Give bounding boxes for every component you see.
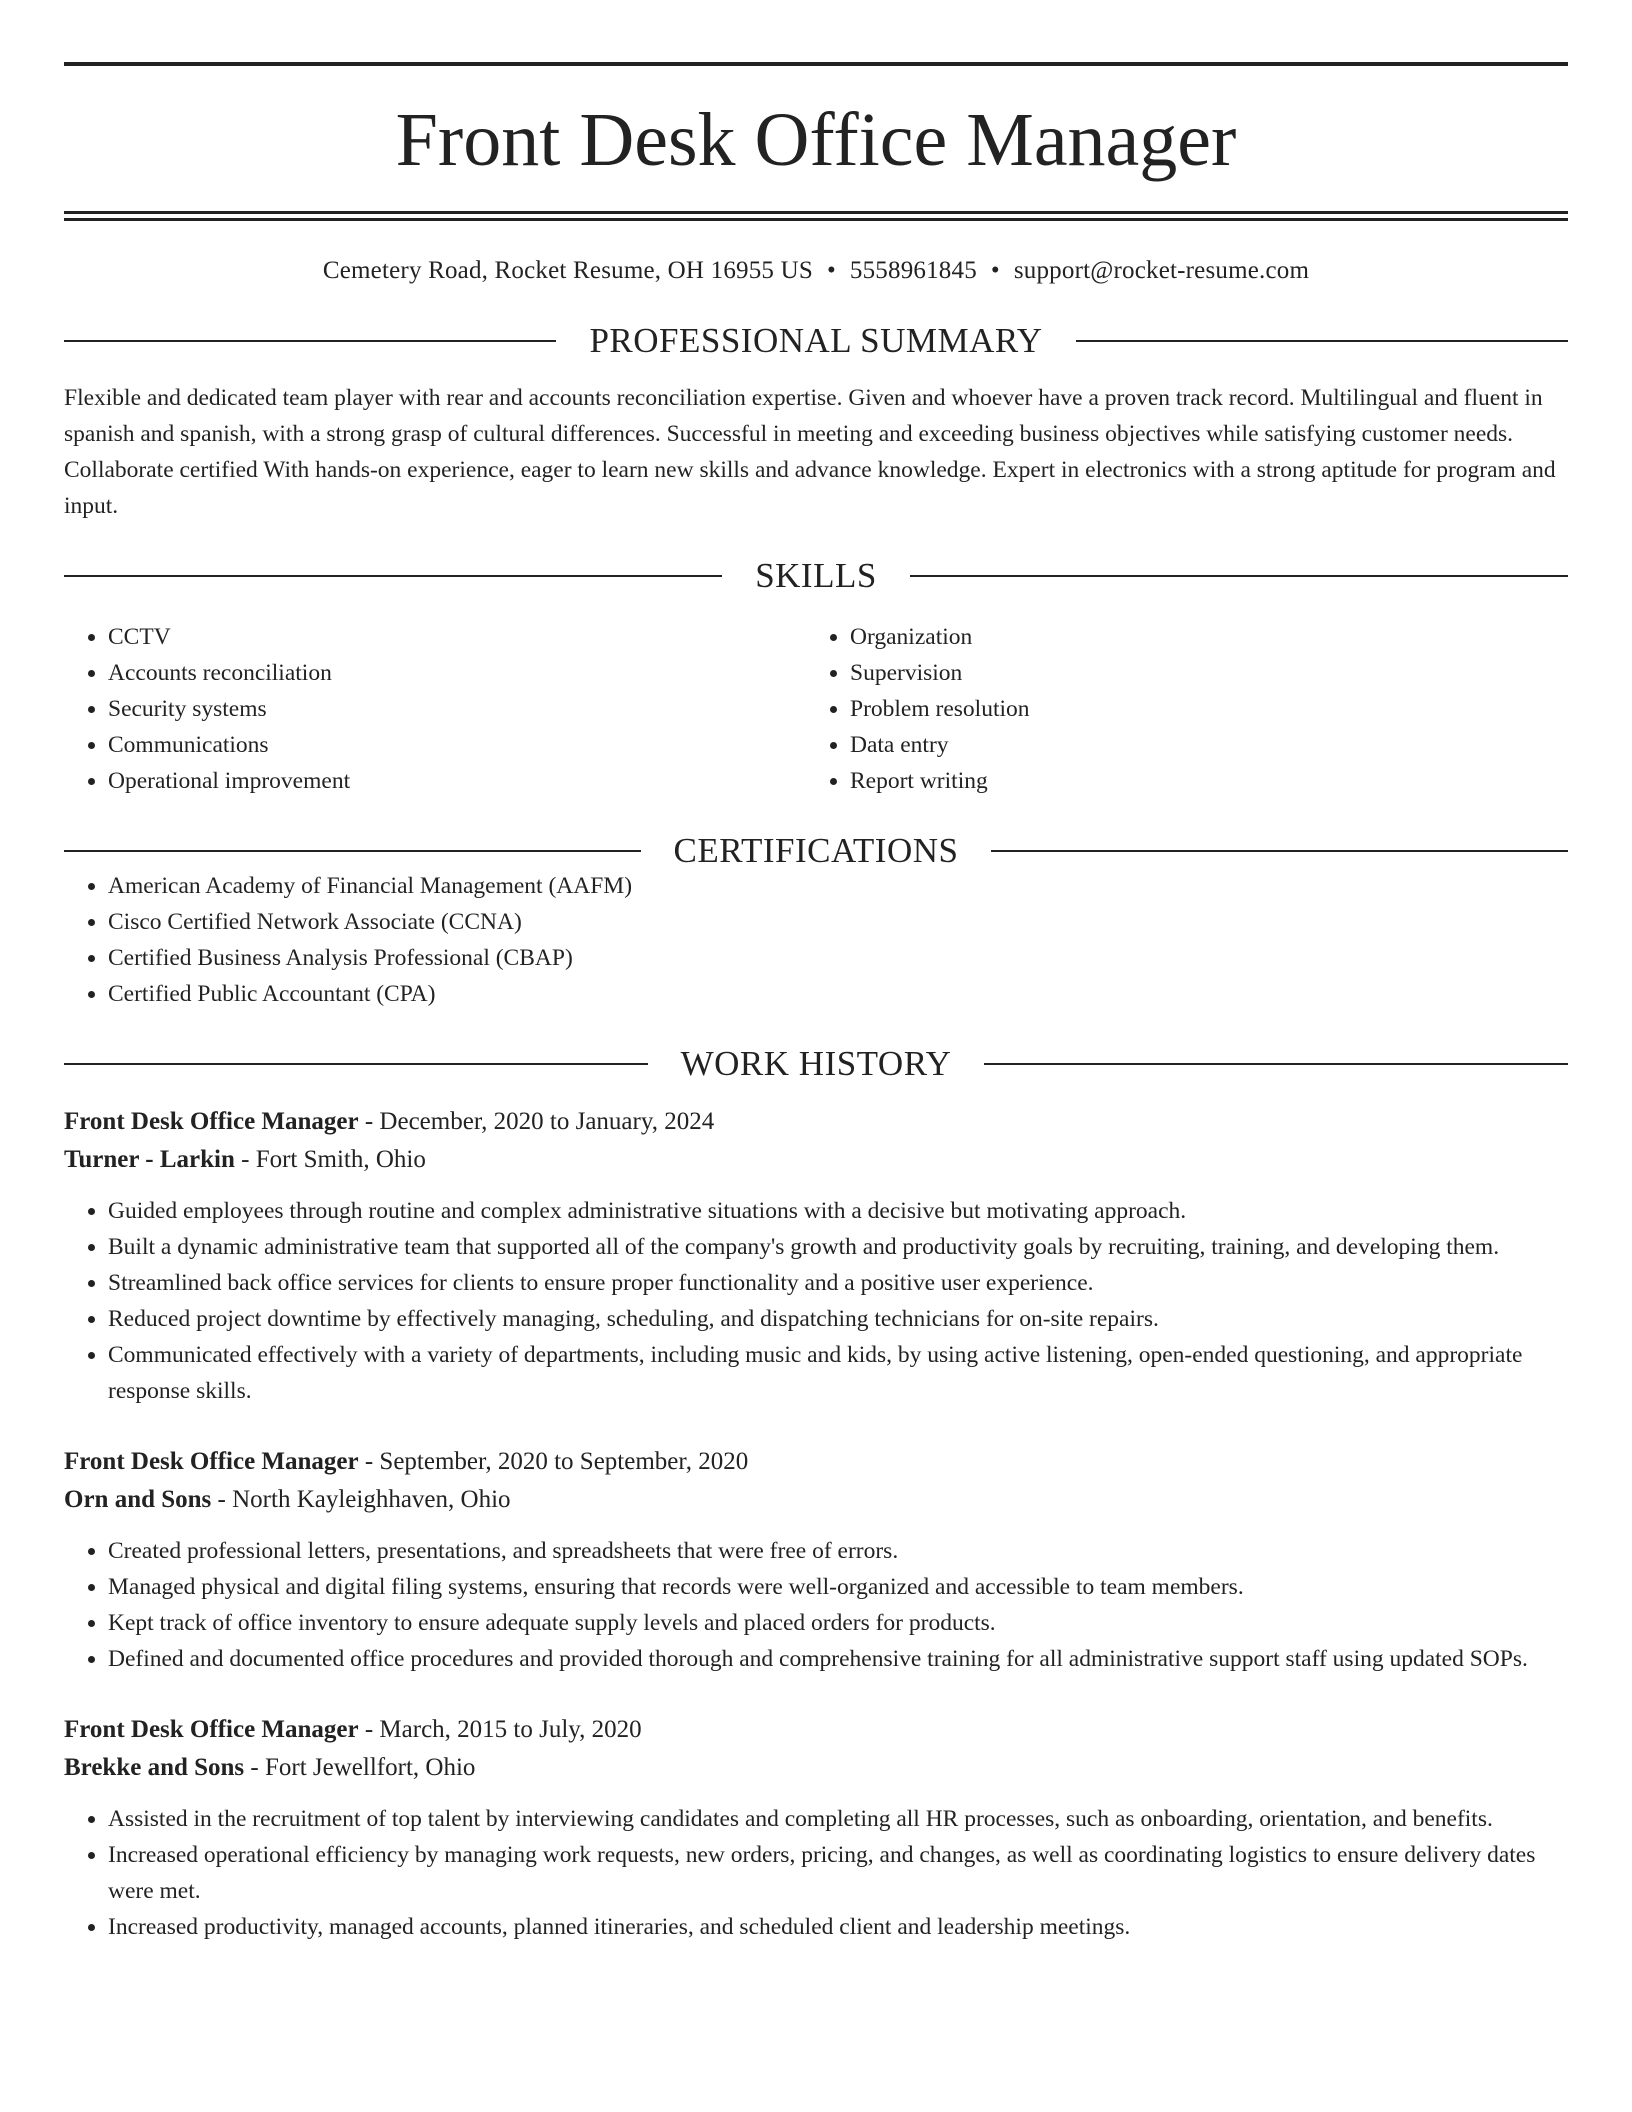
job-bullets	[64, 1193, 1568, 1409]
job-entry	[64, 1711, 1568, 1945]
certification-list	[64, 868, 1568, 1012]
job-bullet: • Increased productivity, managed accounts, planned itineraries, and scheduled client and leadership meetings.	[108, 1909, 1568, 1945]
job-title: Front Desk Office Manager	[64, 1448, 359, 1475]
skill-item: • Organization	[850, 619, 1548, 655]
job-bullet: • Reduced project downtime by effectively managing, scheduling, and dispatching technicians for on-site repairs.	[108, 1301, 1568, 1337]
job-bullet: • Communicated effectively with a variety of departments, including music and kids, by using active listening, open-ended questioning, and appropriate response skills.	[108, 1337, 1568, 1409]
resume-page	[64, 0, 1568, 1945]
section-title: WORK HISTORY	[680, 1044, 952, 1083]
certification-item: • Certified Public Accountant (CPA)	[108, 976, 1568, 1012]
job-bullet: • Built a dynamic administrative team that supported all of the company's growth and productivity goals by recruiting, training, and developing them.	[108, 1229, 1568, 1265]
job-company: Brekke and Sons	[64, 1754, 245, 1781]
top-rule	[64, 62, 1568, 66]
skill-item: • Operational improvement	[108, 763, 806, 799]
job-company-line	[64, 1141, 1568, 1179]
job-dates: - December, 2020 to January, 2024	[358, 1108, 715, 1135]
job-bullet: • Kept track of office inventory to ensure adequate supply levels and placed orders for products.	[108, 1605, 1568, 1641]
heading-rule-left	[64, 1063, 648, 1065]
certification-item: • Certified Business Analysis Professional (CBAP)	[108, 940, 1568, 976]
heading-rule-left	[64, 340, 556, 342]
certification-item: • Cisco Certified Network Associate (CCNA)	[108, 904, 1568, 940]
job-location: - Fort Smith, Ohio	[234, 1146, 426, 1173]
section-title: PROFESSIONAL SUMMARY	[589, 321, 1043, 360]
job-dates: - September, 2020 to September, 2020	[358, 1448, 749, 1475]
job-title-line	[64, 1103, 1568, 1141]
heading-rule-left	[64, 575, 722, 577]
contact-line	[64, 257, 1568, 285]
job-company: Turner - Larkin	[64, 1146, 235, 1173]
job-title-line	[64, 1711, 1568, 1749]
job-title: Front Desk Office Manager	[64, 1716, 359, 1743]
job-company-line	[64, 1749, 1568, 1787]
skill-item: • Communications	[108, 727, 806, 763]
contact-separator: •	[990, 257, 1000, 284]
summary-text: Flexible and dedicated team player with rear and accounts reconciliation expertise. Given and whoever have a proven track record. Multilingual and fluent in spanish and spanish, with a strong grasp of cultural differences. Successful in meeting and exceeding business objectives while satisfying customer needs. Collaborate certified With hands-on experience, eager to learn new skills and advance knowledge. Expert in electronics with a strong aptitude for program and input.	[64, 385, 1556, 519]
section-title: SKILLS	[755, 556, 877, 595]
skill-item: • Security systems	[108, 691, 806, 727]
skill-item: • CCTV	[108, 619, 806, 655]
job-bullets	[64, 1533, 1568, 1677]
section-heading-certifications	[64, 833, 1568, 868]
job-bullet: • Defined and documented office procedures and provided thorough and comprehensive training for all administrative support staff using updated SOPs.	[108, 1641, 1568, 1677]
section-heading-skills	[64, 558, 1568, 593]
job-location: - Fort Jewellfort, Ohio	[244, 1754, 476, 1781]
job-bullet: • Created professional letters, presentations, and spreadsheets that were free of errors.	[108, 1533, 1568, 1569]
skills-column-left	[64, 619, 806, 799]
heading-rule-right	[984, 1063, 1568, 1065]
section-heading-work-history	[64, 1046, 1568, 1081]
section-heading-summary	[64, 323, 1568, 358]
job-entry	[64, 1443, 1568, 1677]
resume-title: Front Desk Office Manager	[395, 98, 1237, 182]
job-location: - North Kayleighhaven, Ohio	[211, 1486, 511, 1513]
title-double-rule	[64, 211, 1568, 221]
contact-phone: 5558961845	[849, 257, 977, 284]
job-bullet: • Guided employees through routine and complex administrative situations with a decisive but motivating approach.	[108, 1193, 1568, 1229]
job-bullets	[64, 1801, 1568, 1945]
certification-item: • American Academy of Financial Management (AAFM)	[108, 868, 1568, 904]
heading-rule-right	[910, 575, 1568, 577]
job-dates: - March, 2015 to July, 2020	[358, 1716, 642, 1743]
skill-item: • Report writing	[850, 763, 1548, 799]
skill-item: • Supervision	[850, 655, 1548, 691]
job-bullet: • Streamlined back office services for clients to ensure proper functionality and a positive user experience.	[108, 1265, 1568, 1301]
job-company-line	[64, 1481, 1568, 1519]
skill-item: • Accounts reconciliation	[108, 655, 806, 691]
job-bullet: • Managed physical and digital filing systems, ensuring that records were well-organized and accessible to team members.	[108, 1569, 1568, 1605]
heading-rule-right	[991, 850, 1568, 852]
section-title: CERTIFICATIONS	[673, 831, 959, 870]
job-title: Front Desk Office Manager	[64, 1108, 359, 1135]
job-bullet: • Assisted in the recruitment of top talent by interviewing candidates and completing all HR processes, such as onboarding, orientation, and benefits.	[108, 1801, 1568, 1837]
job-title-line	[64, 1443, 1568, 1481]
heading-rule-left	[64, 850, 641, 852]
job-entry	[64, 1103, 1568, 1409]
job-company: Orn and Sons	[64, 1486, 212, 1513]
skills-columns	[64, 619, 1568, 799]
heading-rule-right	[1076, 340, 1568, 342]
contact-separator: •	[826, 257, 836, 284]
job-bullet: • Increased operational efficiency by managing work requests, new orders, pricing, and changes, as well as coordinating logistics to ensure delivery dates were met.	[108, 1837, 1568, 1909]
skills-column-right	[806, 619, 1548, 799]
contact-email: support@rocket-resume.com	[1013, 257, 1310, 284]
contact-address: Cemetery Road, Rocket Resume, OH 16955 US	[322, 257, 813, 284]
skill-item: • Data entry	[850, 727, 1548, 763]
skill-item: • Problem resolution	[850, 691, 1548, 727]
